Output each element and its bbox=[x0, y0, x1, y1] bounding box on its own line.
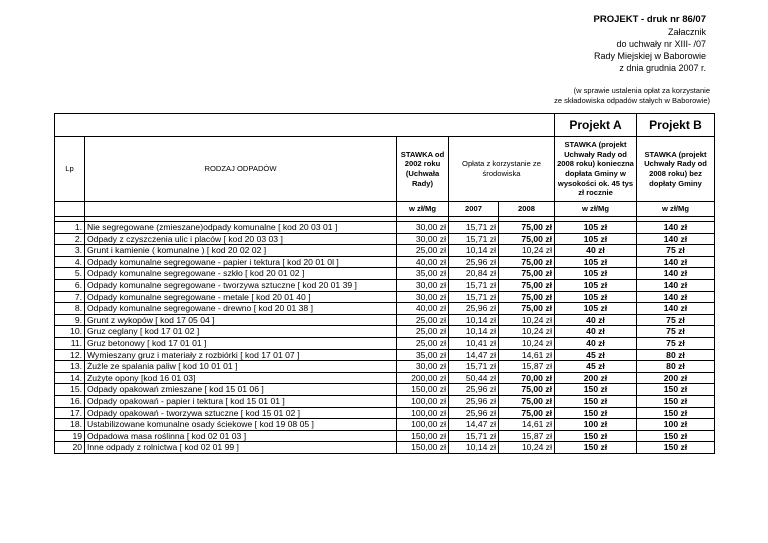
fee-2008: 75,00 zł bbox=[499, 256, 555, 268]
rate-2002: 25,00 zł bbox=[397, 314, 449, 326]
fee-2007: 50,44 zł bbox=[449, 372, 499, 384]
table-row bbox=[55, 442, 715, 454]
fee-2007: 25,96 zł bbox=[449, 384, 499, 396]
unit-label: w zł/Mg bbox=[555, 202, 637, 217]
table-row bbox=[55, 233, 715, 245]
rate-2002: 30,00 zł bbox=[397, 279, 449, 291]
fee-2007: 25,96 zł bbox=[449, 256, 499, 268]
project-b-value: 75 zł bbox=[637, 337, 715, 349]
waste-name: Grunt i kamienie ( komunalne ) [ kod 20 02 02 ] bbox=[85, 245, 397, 257]
fee-2008: 75,00 zł bbox=[499, 303, 555, 315]
waste-name: Odpadowa masa roślinna [ kod 02 01 03 ] bbox=[85, 430, 397, 442]
row-number: 14. bbox=[55, 372, 85, 384]
fee-2007: 25,96 zł bbox=[449, 407, 499, 419]
fee-2008: 75,00 zł bbox=[499, 233, 555, 245]
table-row bbox=[55, 256, 715, 268]
waste-name: Odpady komunalne segregowane - metale [ kod 20 01 40 ] bbox=[85, 291, 397, 303]
table-row bbox=[55, 291, 715, 303]
col-lp: Lp bbox=[55, 137, 85, 202]
col-project-a-rate: STAWKA (projekt Uchwały Rady od 2008 roku) konieczna dopłata Gminy w wysokości ok. 45 tys zł rocznie bbox=[555, 137, 637, 202]
project-b-header: Projekt B bbox=[637, 114, 715, 137]
project-b-value: 150 zł bbox=[637, 384, 715, 396]
project-b-value: 75 zł bbox=[637, 245, 715, 257]
rate-2002: 100,00 zł bbox=[397, 407, 449, 419]
project-a-value: 105 zł bbox=[555, 279, 637, 291]
table-row bbox=[55, 303, 715, 315]
project-a-value: 105 zł bbox=[555, 222, 637, 234]
col-waste-type: RODZAJ ODPADÓW bbox=[85, 137, 397, 202]
rate-2002: 100,00 zł bbox=[397, 395, 449, 407]
waste-name: Ustabilizowane komunalne osady ściekowe [ kod 19 08 05 ] bbox=[85, 419, 397, 431]
table-row bbox=[55, 222, 715, 234]
table-row bbox=[55, 314, 715, 326]
fee-2007: 15,71 zł bbox=[449, 430, 499, 442]
fee-2008: 75,00 zł bbox=[499, 291, 555, 303]
fee-2007: 15,71 zł bbox=[449, 233, 499, 245]
row-number: 2. bbox=[55, 233, 85, 245]
project-a-value: 150 zł bbox=[555, 384, 637, 396]
subject-note-line1: (w sprawie ustalenia opłat za korzystanie bbox=[573, 86, 710, 95]
rate-2002: 30,00 zł bbox=[397, 291, 449, 303]
col-environment-fee: Opłata z korzystanie ze środowiska bbox=[449, 137, 555, 202]
fee-2008: 75,00 zł bbox=[499, 268, 555, 280]
row-number: 16. bbox=[55, 395, 85, 407]
table-row bbox=[55, 349, 715, 361]
row-number: 12. bbox=[55, 349, 85, 361]
row-number: 8. bbox=[55, 303, 85, 315]
header-row-projects bbox=[55, 114, 715, 137]
project-b-value: 80 zł bbox=[637, 361, 715, 373]
waste-name: Odpady komunalne segregowane - papier i tektura [ kod 20 01 0l ] bbox=[85, 256, 397, 268]
fee-2008: 14,61 zł bbox=[499, 349, 555, 361]
fee-2007: 14,47 zł bbox=[449, 419, 499, 431]
waste-name: Odpady opakowań - tworzywa sztuczne [ kod 15 01 02 ] bbox=[85, 407, 397, 419]
fee-2008: 10,24 zł bbox=[499, 337, 555, 349]
waste-name: Zużyte opony [kod 16 01 03] bbox=[85, 372, 397, 384]
waste-name: Odpady z czyszczenia ulic i placów [ kod 20 03 03 ] bbox=[85, 233, 397, 245]
project-b-value: 150 zł bbox=[637, 430, 715, 442]
document-header bbox=[594, 14, 706, 74]
project-b-value: 140 zł bbox=[637, 268, 715, 280]
table-row bbox=[55, 268, 715, 280]
project-a-value: 150 zł bbox=[555, 407, 637, 419]
fee-2007: 10,14 zł bbox=[449, 314, 499, 326]
rate-2002: 25,00 zł bbox=[397, 245, 449, 257]
council-name: Rady Miejskiej w Baborowie bbox=[593, 51, 706, 61]
project-a-value: 105 zł bbox=[555, 291, 637, 303]
subject-note-line2: ze składowiska odpadów stałych w Baborowie) bbox=[554, 96, 710, 105]
fee-2007: 14,47 zł bbox=[449, 349, 499, 361]
fee-2008: 75,00 zł bbox=[499, 222, 555, 234]
table-row bbox=[55, 395, 715, 407]
fee-2007: 15,71 zł bbox=[449, 291, 499, 303]
row-number: 7. bbox=[55, 291, 85, 303]
project-b-value: 75 zł bbox=[637, 326, 715, 338]
waste-fees-table bbox=[54, 113, 715, 454]
project-b-value: 140 zł bbox=[637, 279, 715, 291]
fee-2008: 15,87 zł bbox=[499, 430, 555, 442]
project-a-value: 105 zł bbox=[555, 268, 637, 280]
waste-name: Odpady komunalne segregowane - tworzywa sztuczne [ kod 20 01 39 ] bbox=[85, 279, 397, 291]
fee-2007: 25,96 zł bbox=[449, 395, 499, 407]
table-row bbox=[55, 361, 715, 373]
fee-2007: 25,96 zł bbox=[449, 303, 499, 315]
rate-2002: 40,00 zł bbox=[397, 256, 449, 268]
unit-label: w zł/Mg bbox=[397, 202, 449, 217]
row-number: 20 bbox=[55, 442, 85, 454]
fee-2008: 14,61 zł bbox=[499, 419, 555, 431]
project-a-header: Projekt A bbox=[555, 114, 637, 137]
year-2008: 2008 bbox=[499, 202, 555, 217]
waste-name: Gruz ceglany [ kod 17 01 02 ] bbox=[85, 326, 397, 338]
fee-2008: 10,24 zł bbox=[499, 326, 555, 338]
table-row bbox=[55, 430, 715, 442]
attachment-label: Załacznik bbox=[667, 27, 706, 37]
project-a-value: 40 zł bbox=[555, 245, 637, 257]
waste-name: Odpady komunalne segregowane - drewno [ kod 20 01 38 ] bbox=[85, 303, 397, 315]
project-b-value: 140 zł bbox=[637, 291, 715, 303]
table-row bbox=[55, 384, 715, 396]
fee-2007: 10,41 zł bbox=[449, 337, 499, 349]
project-a-value: 40 zł bbox=[555, 326, 637, 338]
waste-name: Odpady komunalne segregowane - szkło [ kod 20 01 02 ] bbox=[85, 268, 397, 280]
header-row-units bbox=[55, 202, 715, 217]
rate-2002: 25,00 zł bbox=[397, 337, 449, 349]
waste-name: Inne odpady z rolnictwa [ kod 02 01 99 ] bbox=[85, 442, 397, 454]
row-number: 9. bbox=[55, 314, 85, 326]
row-number: 13. bbox=[55, 361, 85, 373]
project-b-value: 140 zł bbox=[637, 256, 715, 268]
row-number: 17. bbox=[55, 407, 85, 419]
fee-2007: 15,71 zł bbox=[449, 222, 499, 234]
row-number: 1. bbox=[55, 222, 85, 234]
project-a-value: 100 zł bbox=[555, 419, 637, 431]
row-number: 6. bbox=[55, 279, 85, 291]
rate-2002: 40,00 zł bbox=[397, 303, 449, 315]
table-row bbox=[55, 337, 715, 349]
project-a-value: 40 zł bbox=[555, 337, 637, 349]
resolution-number: do uchwały nr XIII- /07 bbox=[616, 39, 706, 49]
fee-2007: 10,14 zł bbox=[449, 442, 499, 454]
project-a-value: 40 zł bbox=[555, 314, 637, 326]
project-b-value: 140 zł bbox=[637, 233, 715, 245]
fee-2007: 15,71 zł bbox=[449, 361, 499, 373]
project-a-value: 200 zł bbox=[555, 372, 637, 384]
project-b-value: 75 zł bbox=[637, 314, 715, 326]
fee-2007: 20,84 zł bbox=[449, 268, 499, 280]
table-row bbox=[55, 407, 715, 419]
rate-2002: 30,00 zł bbox=[397, 361, 449, 373]
year-2007: 2007 bbox=[449, 202, 499, 217]
project-a-value: 105 zł bbox=[555, 256, 637, 268]
fee-2008: 15,87 zł bbox=[499, 361, 555, 373]
fee-2008: 10,24 zł bbox=[499, 442, 555, 454]
rate-2002: 150,00 zł bbox=[397, 384, 449, 396]
fee-2008: 75,00 zł bbox=[499, 279, 555, 291]
subject-note bbox=[554, 86, 710, 106]
fee-2008: 75,00 zł bbox=[499, 407, 555, 419]
project-b-value: 140 zł bbox=[637, 303, 715, 315]
col-rate-2002: STAWKA od 2002 roku (Uchwała Rady) bbox=[397, 137, 449, 202]
fee-2008: 10,24 zł bbox=[499, 245, 555, 257]
waste-name: Grunt z wykopów [ kod 17 05 04 ] bbox=[85, 314, 397, 326]
rate-2002: 25,00 zł bbox=[397, 326, 449, 338]
table-row bbox=[55, 326, 715, 338]
rate-2002: 150,00 zł bbox=[397, 442, 449, 454]
waste-name: Żużle ze spalania paliw [ kod 10 01 01 ] bbox=[85, 361, 397, 373]
waste-name: Odpady opakowań - papier i tektura [ kod 15 01 01 ] bbox=[85, 395, 397, 407]
unit-label: w zł/Mg bbox=[637, 202, 715, 217]
project-a-value: 105 zł bbox=[555, 233, 637, 245]
project-b-value: 80 zł bbox=[637, 349, 715, 361]
fee-2008: 70,00 zł bbox=[499, 372, 555, 384]
fee-2007: 15,71 zł bbox=[449, 279, 499, 291]
row-number: 10. bbox=[55, 326, 85, 338]
table-row bbox=[55, 245, 715, 257]
rate-2002: 200,00 zł bbox=[397, 372, 449, 384]
project-a-value: 150 zł bbox=[555, 430, 637, 442]
rate-2002: 35,00 zł bbox=[397, 268, 449, 280]
fee-2007: 10,14 zł bbox=[449, 245, 499, 257]
project-b-value: 150 zł bbox=[637, 442, 715, 454]
table-row bbox=[55, 419, 715, 431]
project-a-value: 105 zł bbox=[555, 303, 637, 315]
rate-2002: 30,00 zł bbox=[397, 222, 449, 234]
rate-2002: 35,00 zł bbox=[397, 349, 449, 361]
project-b-value: 200 zł bbox=[637, 372, 715, 384]
rate-2002: 150,00 zł bbox=[397, 430, 449, 442]
fee-2007: 10,14 zł bbox=[449, 326, 499, 338]
row-number: 15. bbox=[55, 384, 85, 396]
project-a-value: 45 zł bbox=[555, 361, 637, 373]
row-number: 18. bbox=[55, 419, 85, 431]
project-b-value: 100 zł bbox=[637, 419, 715, 431]
resolution-date: z dnia grudnia 2007 r. bbox=[619, 63, 706, 73]
row-number: 4. bbox=[55, 256, 85, 268]
waste-name: Nie segregowane (zmieszane)odpady komunalne [ kod 20 03 01 ] bbox=[85, 222, 397, 234]
project-a-value: 45 zł bbox=[555, 349, 637, 361]
rate-2002: 30,00 zł bbox=[397, 233, 449, 245]
table-row bbox=[55, 279, 715, 291]
row-number: 3. bbox=[55, 245, 85, 257]
waste-name: Gruz betonowy [ kod 17 01 01 ] bbox=[85, 337, 397, 349]
header-row-columns bbox=[55, 137, 715, 202]
project-b-value: 150 zł bbox=[637, 407, 715, 419]
rate-2002: 100,00 zł bbox=[397, 419, 449, 431]
row-number: 5. bbox=[55, 268, 85, 280]
project-b-value: 140 zł bbox=[637, 222, 715, 234]
waste-name: Wymieszany gruz i materiały z rozbiórki [ kod 17 01 07 ] bbox=[85, 349, 397, 361]
row-number: 19 bbox=[55, 430, 85, 442]
row-number: 11. bbox=[55, 337, 85, 349]
fee-2008: 75,00 zł bbox=[499, 395, 555, 407]
table-row bbox=[55, 372, 715, 384]
project-title: PROJEKT - druk nr 86/07 bbox=[593, 14, 706, 25]
project-a-value: 150 zł bbox=[555, 395, 637, 407]
fee-2008: 10,24 zł bbox=[499, 314, 555, 326]
project-a-value: 150 zł bbox=[555, 442, 637, 454]
project-b-value: 150 zł bbox=[637, 395, 715, 407]
col-project-b-rate: STAWKA (projekt Uchwały Rady od 2008 roku) bez dopłaty Gminy bbox=[637, 137, 715, 202]
fee-2008: 75,00 zł bbox=[499, 384, 555, 396]
waste-name: Odpady opakowań zmieszane [ kod 15 01 06 ] bbox=[85, 384, 397, 396]
